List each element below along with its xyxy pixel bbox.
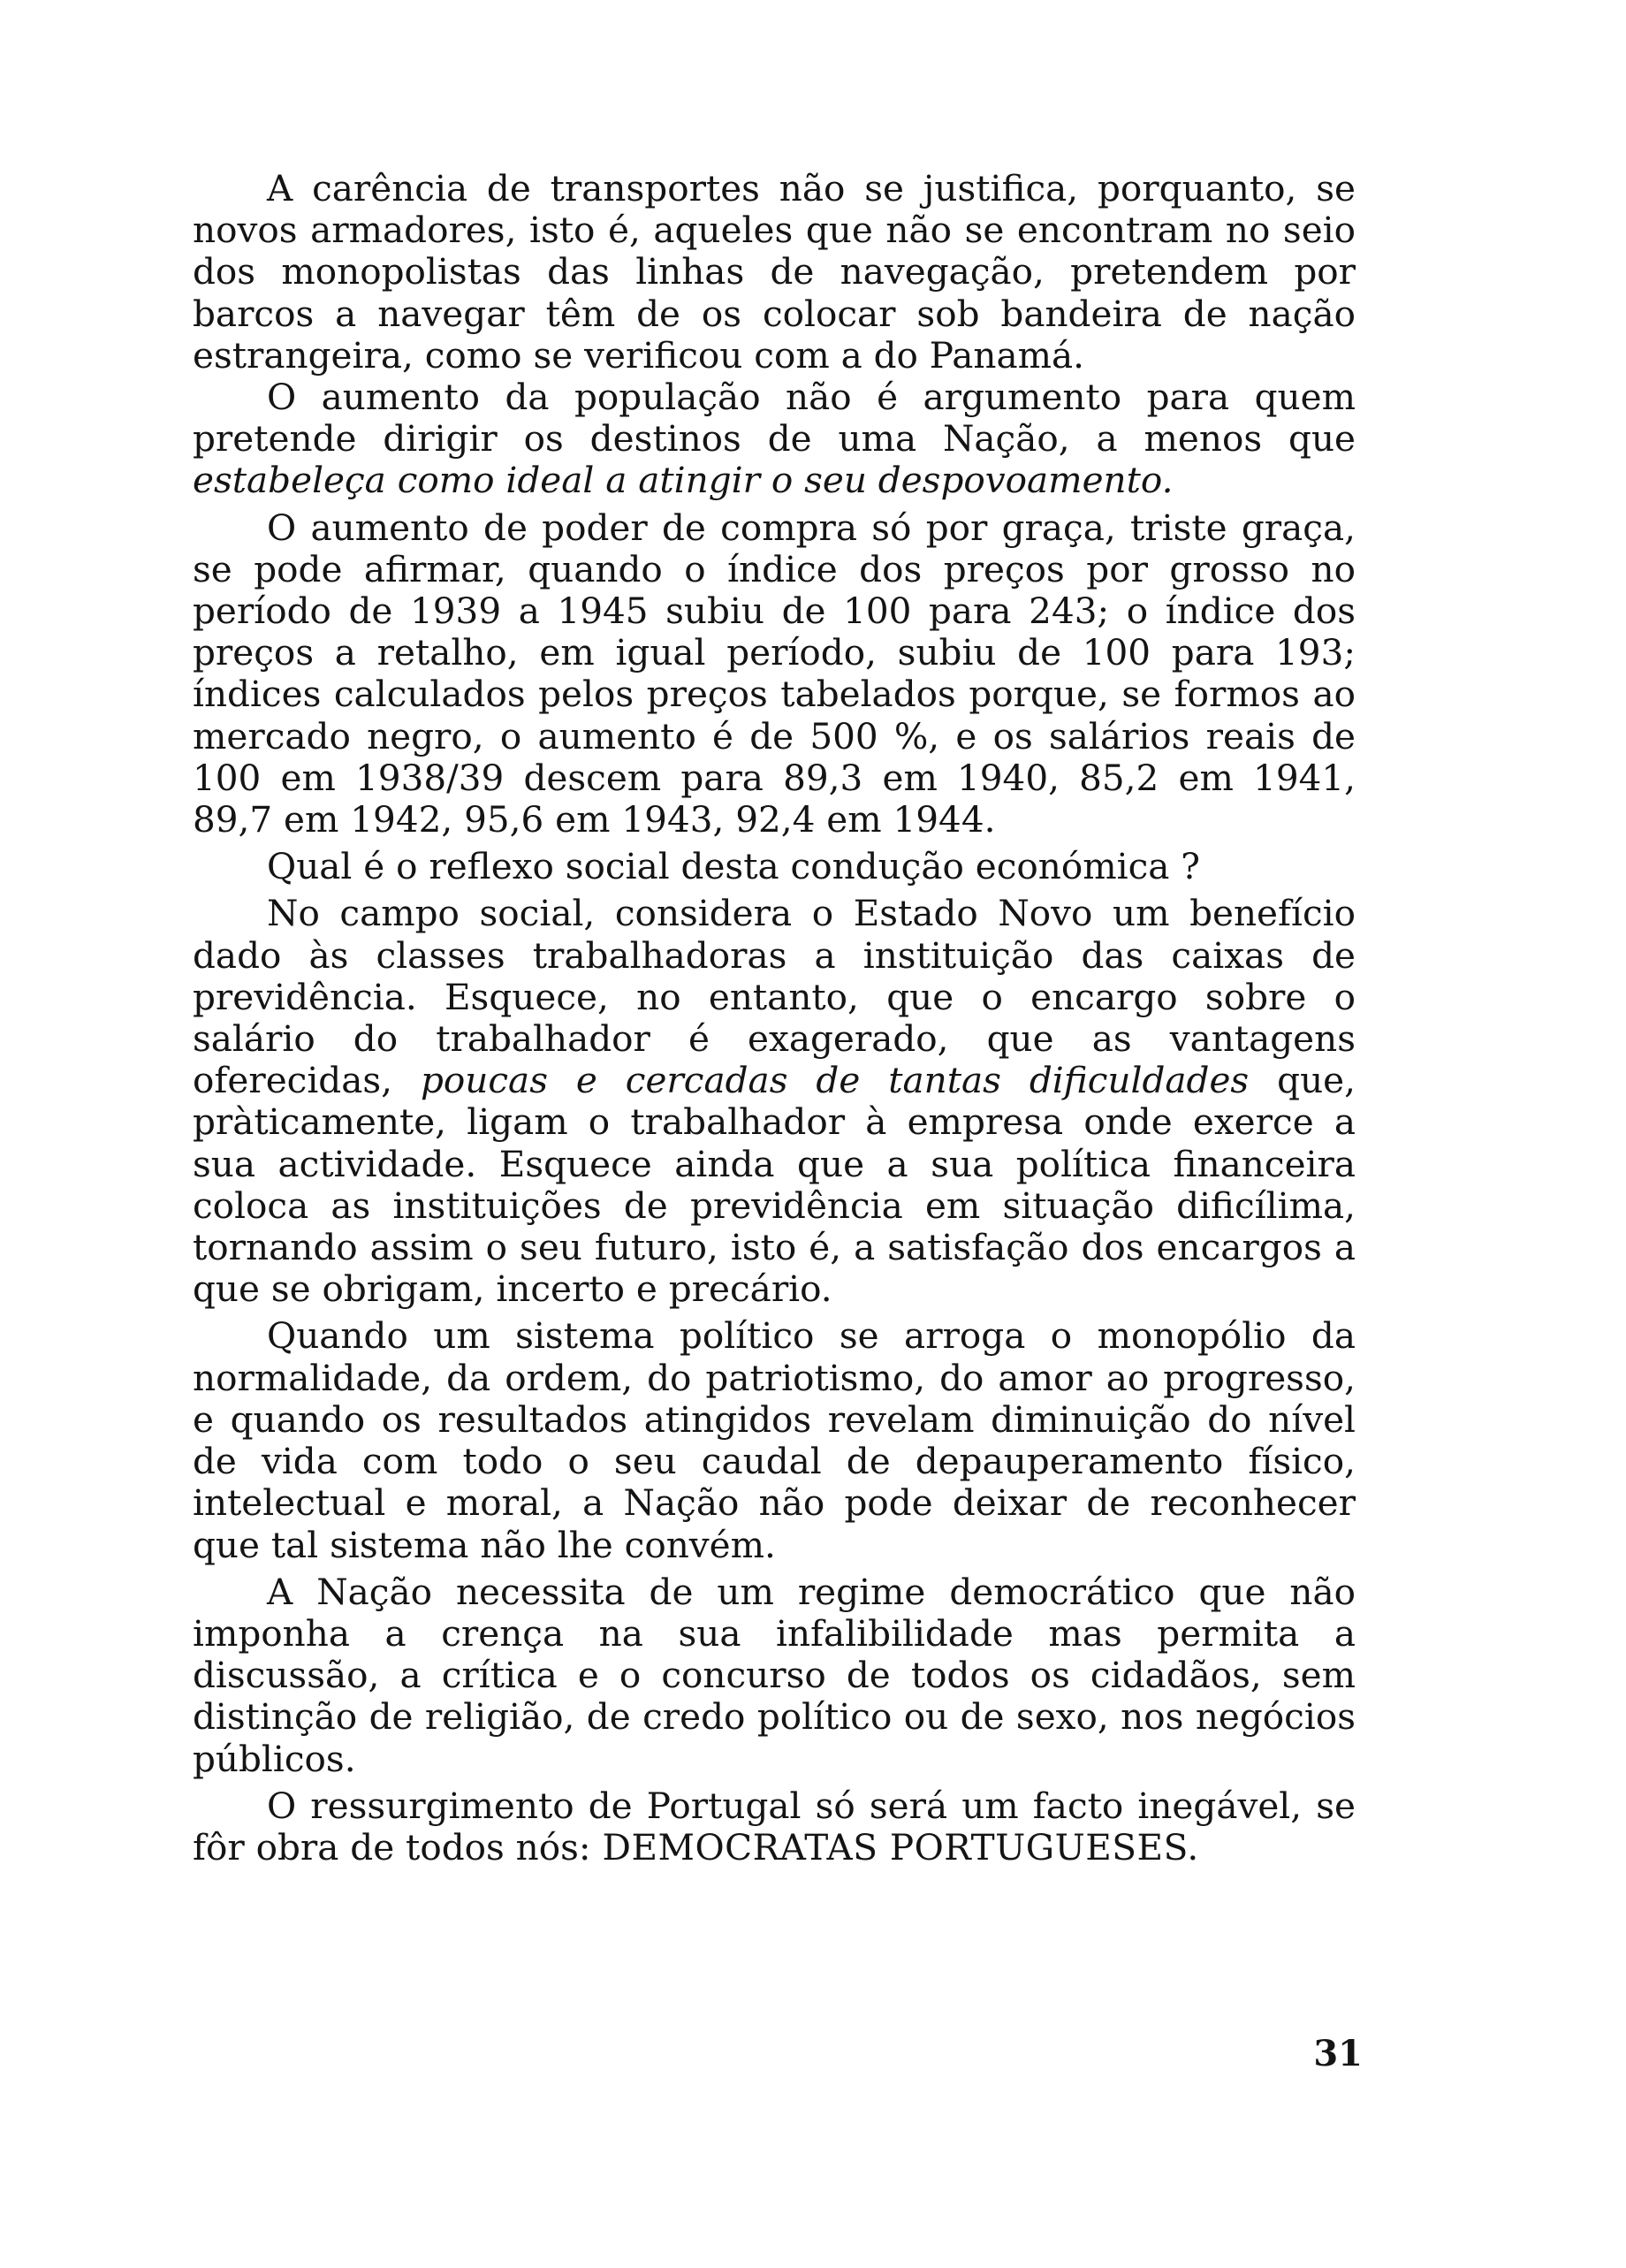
paragraph-text: Quando um sistema político se arroga o monopólio da normalidade, da ordem, do patriotismo, do amor ao progresso, e quando os resultados atingidos revelam diminuição do nível de vida com todo o seu caudal de depauperamento físico, intelectual e moral, a Nação não pode deixar de reconhecer que tal sistema não lhe convém. [193,1314,1356,1566]
paragraph-text: A Nação necessita de um regime democrático que não imponha a crença na sua infalibilidade mas permita a discussão, a crítica e o concurso de todos os cidadãos, sem distinção de religião, de credo político ou de sexo, nos negócios públicos. [193,1570,1356,1780]
paragraph-regime-democratico [193,1572,1356,1780]
paragraph-text: Qual é o reflexo social desta condução económica ? [267,845,1201,888]
paragraph-text: O aumento da população não é argumento para quem pretende dirigir os destinos de uma Nação, a menos que [193,376,1356,460]
paragraph-text: O ressurgimento de Portugal só será um facto inegável, se fôr obra de todos nós: [193,1784,1356,1868]
paragraph-poder-de-compra [193,507,1356,841]
paragraph-text-after: que, pràticamente, ligam o trabalhador à empresa onde exerce a sua actividade. Esquece ainda que a sua política financeira coloca as instituições de previdência em situação dificílima, tornando assim o seu futuro, isto é, a satisfação dos encargos a que se obrigam, incerto e precário. [193,1059,1356,1311]
paragraph-campo-social [193,893,1356,1310]
paragraph-italic-text: poucas e cercadas de tantas dificuldades [420,1059,1250,1102]
paragraph-italic-text: estabeleça como ideal a atingir o seu despovoamento. [193,459,1174,502]
paragraph-text-before: No campo social, considera o Estado Novo um benefício dado às classes trabalhadoras a instituição das caixas de previdência. Esquece, no entanto, que o encargo sobre o salário do trabalhador é exagerado, que as vantagens oferecidas, [193,892,1356,1102]
paragraph-populacao [193,377,1356,502]
paragraph-caps-text: DEMOCRATAS PORTUGUESES. [602,1825,1199,1868]
paragraph-text: A carência de transportes não se justifica, porquanto, se novos armadores, isto é, aqueles que não se encontram no seio dos monopolistas das linhas de navegação, pretendem por barcos a navegar têm de os colocar sob bandeira de nação estrangeira, como se verificou com a do Panamá. [193,167,1356,377]
paragraph-reflexo-social [193,846,1356,887]
body-text [193,168,1356,1874]
page-number: 31 [1313,2033,1363,2074]
paragraph-text: O aumento de poder de compra só por graça, triste graça, se pode afirmar, quando o índice dos preços por grosso no período de 1939 a 1945 subiu de 100 para 243; o índice dos preços a retalho, em igual período, subiu de 100 para 193; índices calculados pelos preços tabelados porque, se formos ao mercado negro, o aumento é de 500 %, e os salários reais de 100 em 1938/39 descem para 89,3 em 1940, 85,2 em 1941, 89,7 em 1942, 95,6 em 1943, 92,4 em 1944. [193,506,1356,841]
paragraph-sistema-politico [193,1315,1356,1565]
paragraph-transportes [193,168,1356,377]
paragraph-ressurgimento [193,1785,1356,1868]
